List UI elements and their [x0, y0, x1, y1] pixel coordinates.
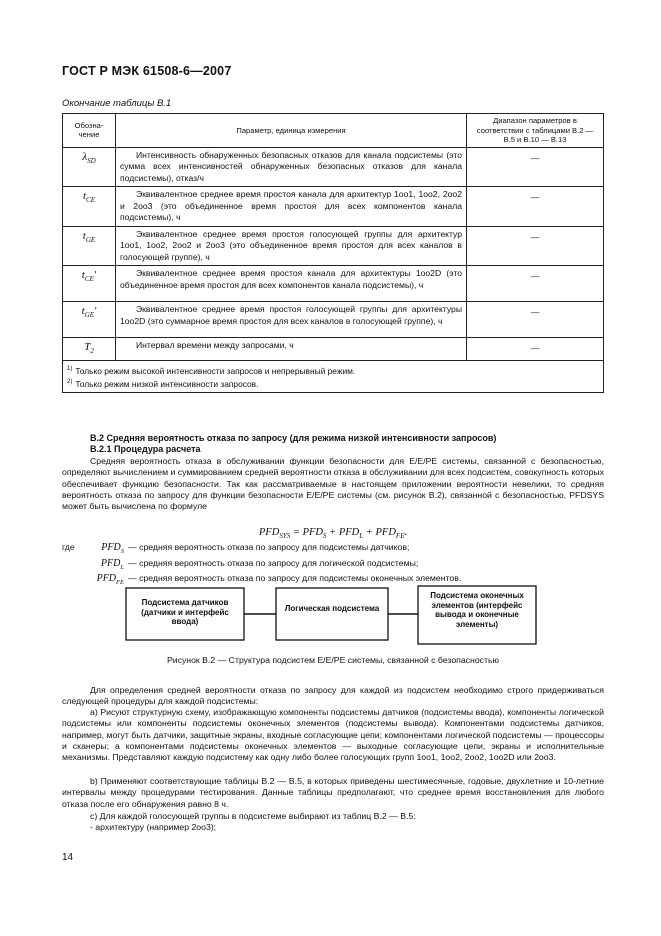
logic-subsystem-box	[276, 588, 388, 640]
symbol-sub: GE	[84, 311, 94, 320]
formula-term-2-sub: L	[359, 532, 364, 541]
table-header-row	[63, 114, 604, 148]
sensor-subsystem-label: Подсистема датчиков (датчики и интерфейс ввода)	[141, 598, 229, 626]
formula-term-2: PFD	[338, 527, 360, 538]
definition-item	[62, 542, 604, 558]
formula-term-3-sub: FE	[395, 532, 405, 541]
paragraph-step-c: c) Для каждой голосующей группы в подсистеме выбирают из таблиц В.2 — В.5:	[90, 811, 416, 821]
definition-term-sub: L	[120, 563, 124, 571]
definition-term: PFD	[100, 557, 121, 569]
symbol-sub: GE	[85, 235, 96, 244]
row-description: Эквивалентное среднее время простоя голосующей группы для архитектур 1oo1, 1oo2, 2oo2 и 2oo3 (это объединенное время простоя для всех каналов в голосующей группе), ч	[116, 226, 467, 266]
paragraph-architecture-item: - архитектуру (например 2oo3);	[90, 822, 217, 832]
row-range	[467, 302, 604, 338]
symbol-main: λ	[82, 150, 88, 163]
row-range	[467, 226, 604, 266]
definition-text: — средняя вероятность отказа по запросу для подсистемы оконечных элементов.	[128, 573, 462, 583]
formula-term-1-sub: S	[322, 532, 327, 541]
range-value: —	[530, 192, 540, 202]
range-value: —	[530, 271, 540, 281]
paragraph-step-b: b) Применяют соответствующие таблицы В.2 — В.5, в которых приведены шестимесячные, годовые, двухлетние и 10-летние интервалы между процедурами тестирования. Данные таблицы предполагают, что среднее время восстановления для любого отказа после его обнаружения равно 8 ч.	[62, 776, 604, 809]
row-symbol	[63, 266, 116, 302]
row-description: Эквивалентное среднее время простоя канала для архитектуры 1oo2D (это объединенное время простоя для всех компонентов канала подсистемы), ч	[116, 266, 467, 302]
header-range: Диапазон параметров в соответствии с таблицами В.2 — В.5 и В.10 — В.13	[467, 114, 604, 148]
final-element-subsystem-label: Подсистема оконечных элементов (интерфейс вывода и оконечные элементы)	[430, 591, 524, 629]
row-symbol	[63, 147, 116, 187]
definition-term: PFD	[101, 542, 121, 553]
table-row	[63, 226, 604, 266]
table-row	[63, 147, 604, 187]
page-number: 14	[62, 852, 74, 863]
symbol	[82, 270, 96, 286]
table-row	[63, 187, 604, 227]
symbol-main: t	[82, 229, 86, 242]
symbol	[83, 191, 95, 207]
note-text: Только режим низкой интенсивности запросов.	[75, 379, 259, 390]
symbol-sub: CE	[86, 196, 95, 205]
definition-item	[62, 558, 604, 574]
formula-lhs-sub: SYS	[279, 532, 291, 541]
symbol	[84, 342, 94, 358]
symbol	[82, 152, 95, 168]
definition-term-sub: S	[120, 548, 124, 555]
row-description: Интервал времени между запросами, ч	[116, 338, 467, 361]
subsection-heading: В.2.1 Процедура расчета	[90, 444, 201, 454]
symbol-main: t	[82, 190, 87, 202]
formula-term-1: PFD	[302, 527, 323, 538]
definitions-list	[62, 542, 604, 589]
symbol-main: t	[81, 269, 85, 281]
table-row	[63, 302, 604, 338]
range-value: —	[530, 343, 540, 353]
row-range	[467, 266, 604, 302]
symbol-prime: ′	[93, 269, 97, 281]
note-mark: 1)	[67, 365, 73, 372]
figure-caption: Рисунок В.2 — Структура подсистем Е/Е/РЕ системы, связанной с безопасностью	[166, 655, 500, 665]
definitions-lead: где	[62, 542, 75, 552]
symbol-sub: 2	[90, 347, 94, 356]
note-2	[67, 376, 599, 390]
section-heading: В.2 Средняя вероятность отказа по запросу (для режима низкой интенсивности запросов)	[90, 433, 497, 443]
symbol-main: t	[81, 305, 85, 317]
range-value: —	[530, 152, 540, 163]
symbol-prime: ′	[94, 305, 97, 317]
row-symbol	[63, 187, 116, 227]
pfd-formula: $PFD_{SYS} = PFD_S + PFD_L + PFD_{FE}$.	[258, 527, 408, 541]
intro-paragraph: Средняя вероятность отказа в обслуживании функции безопасности для Е/Е/РЕ системы, связанной с безопасностью, определяют вычислением и суммированием средней вероятности отказа в обслуживании для всех подсистем, совокупность которых обеспечивает функцию безопасности. Так как рассматриваемые в настоящем приложении вероятности невелики, то средняя вероятность отказа по запросу для функции безопасности Е/Е/РЕ системы (см. рисунок В.2), связанной с безопасностью, PFDSYS может быть вычислена по формуле	[62, 456, 604, 512]
standard-header: ГОСТ Р МЭК 61508-6—2007	[62, 64, 232, 78]
formula-tail: .	[404, 527, 408, 538]
table-caption: Окончание таблицы В.1	[62, 98, 172, 109]
table-row	[63, 266, 604, 302]
paragraph-procedure-intro: Для определения средней вероятности отказа по запросу для каждой из подсистем необходимо строго придерживаться следующей процедуры для каждой подсистемы:	[62, 685, 604, 707]
definition-text: — средняя вероятность отказа по запросу для подсистемы датчиков;	[128, 542, 410, 552]
note-mark: 2)	[67, 379, 73, 386]
header-parameter: Параметр, единица измерения	[116, 114, 467, 148]
paragraph-step-a: a) Рисуют структурную схему, изображающую компоненты подсистемы датчиков (подсистемы ввода), компоненты логической подсистемы или компоненты подсистемы оконечных элементов (подсистемы вывода). Компонентами подсистемы датчиков, например, могут быть датчики, защитные экраны, входные согласующие цепи; компонентами логической подсистемы — процессоры и сканеры; а компонентами подсистемы оконечных элементов — выходные согласующие цепи, экраны и исполнительные механизмы. Представляют каждую подсистему как одну либо более голосующих групп 1oo1, 1oo2, 2oo2, 1oo2D или 2oo3.	[62, 707, 604, 763]
definition-term: PFD	[96, 573, 117, 584]
table-row	[63, 338, 604, 361]
formula-lhs: PFD	[258, 527, 280, 538]
table-notes-row	[63, 360, 604, 393]
row-description: Эквивалентное среднее время простоя голосующей группы для архитектуры 1oo2D (это суммарное время простоя для всех каналов в голосующей группе), ч	[116, 302, 467, 338]
logic-subsystem-label: Логическая подсистема	[284, 604, 380, 613]
row-symbol	[63, 302, 116, 338]
definition-term-sub: FE	[116, 579, 124, 586]
symbol	[83, 231, 95, 247]
row-range	[467, 338, 604, 361]
symbol-sub: CE	[84, 275, 94, 284]
row-range	[467, 147, 604, 187]
row-symbol	[63, 226, 116, 266]
range-value: —	[530, 307, 540, 317]
row-range	[467, 187, 604, 227]
note-1	[67, 363, 599, 377]
note-text: Только режим высокой интенсивности запросов и непрерывный режим.	[75, 365, 356, 376]
row-description: Интенсивность обнаруженных безопасных отказов для канала подсистемы (это сумма всех интенсивностей обнаруженных безопасных отказов для канала подсистемы), отказ/ч	[116, 147, 467, 187]
subsystem-diagram	[120, 584, 540, 650]
row-symbol	[63, 338, 116, 361]
row-description: Эквивалентное среднее время простоя канала для архитектур 1oo1, 1oo2, 2oo2 и 2oo3 (это объединенное время простоя для всех компонентов канала подсистемы), ч	[116, 187, 467, 227]
symbol-sub: SD	[87, 156, 96, 165]
header-symbol: Обозна-чение	[63, 114, 116, 148]
definition-text: — средняя вероятность отказа по запросу для логической подсистемы;	[128, 557, 419, 568]
formula-term-3: PFD	[375, 527, 396, 538]
symbol-main: T	[84, 341, 91, 353]
table-notes	[63, 360, 604, 393]
range-value: —	[530, 231, 540, 242]
parameters-table	[62, 113, 604, 393]
symbol	[82, 306, 97, 322]
